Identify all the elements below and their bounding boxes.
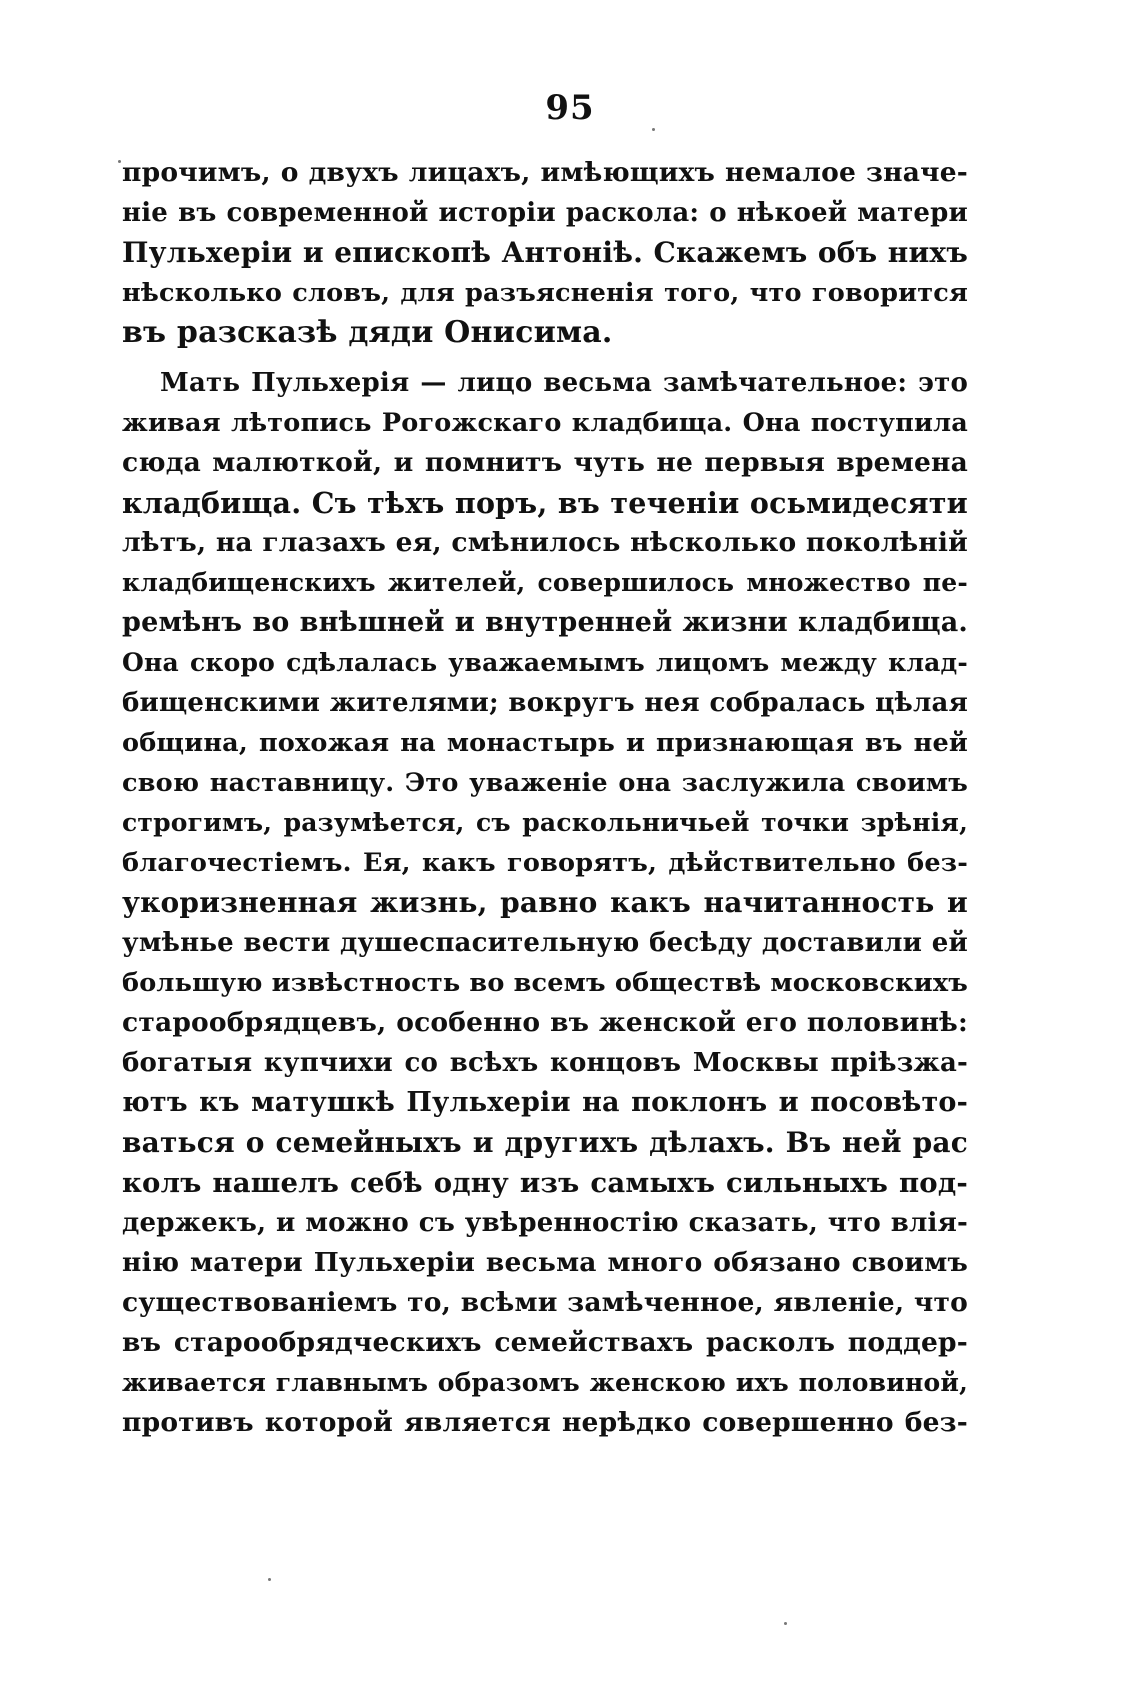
paragraph xyxy=(122,363,968,1443)
text-line: противъ которой является нерѣдко совершенно без- xyxy=(122,1407,968,1438)
scan-speck xyxy=(118,160,121,163)
text-line: бищенскими жителями; вокругъ нея собралась цѣлая xyxy=(122,688,968,718)
text-line: прочимъ, о двухъ лицахъ, имѣющихъ немалое значе- xyxy=(122,157,968,188)
scan-speck xyxy=(784,1622,787,1625)
text-line: ремѣнъ во внѣшней и внутренней жизни кладбища. xyxy=(122,607,968,638)
text-line: ваться о семейныхъ и другихъ дѣлахъ. Въ ней рас xyxy=(122,1126,968,1159)
scan-speck xyxy=(268,1578,271,1581)
page-number: 95 xyxy=(545,88,595,128)
text-line: Пульхеріи и епископѣ Антоніѣ. Скажемъ объ нихъ xyxy=(122,236,968,269)
text-line: старообрядцевъ, особенно въ женской его половинѣ: xyxy=(122,1007,968,1038)
text-line: сюда малюткой, и помнитъ чуть не первыя времена xyxy=(122,447,968,478)
text-line: укоризненная жизнь, равно какъ начитанность и xyxy=(122,886,968,919)
text-line: благочестіемъ. Ея, какъ говорятъ, дѣйствительно без- xyxy=(122,848,968,878)
text-line: строгимъ, разумѣется, съ раскольничьей точки зрѣнія, xyxy=(122,808,968,837)
text-line: въ старообрядческихъ семействахъ расколъ поддер- xyxy=(122,1327,968,1358)
text-line: нію матери Пульхеріи весьма много обязано своимъ xyxy=(122,1247,968,1278)
text-line: Она скоро сдѣлалась уважаемымъ лицомъ между клад- xyxy=(122,648,968,677)
scan-speck xyxy=(652,128,655,131)
text-line: кладбищенскихъ жителей, совершилось множество пе- xyxy=(122,568,968,597)
text-line: кладбища. Съ тѣхъ поръ, въ теченіи осьмидесяти xyxy=(122,486,968,520)
text-line: большую извѣстность во всемъ обществѣ московскихъ xyxy=(122,968,968,998)
text-line: нѣсколько словъ, для разъясненія того, что говорится xyxy=(122,278,968,308)
text-line: свою наставницу. Это уваженіе она заслужила своимъ xyxy=(122,768,968,798)
text-line: умѣнье вести душеспасительную бесѣду доставили ей xyxy=(122,928,968,958)
text-line: Мать Пульхерія — лицо весьма замѣчательное: это xyxy=(160,368,968,398)
text-line: держекъ, и можно съ увѣренностію сказать, что влія- xyxy=(122,1208,968,1238)
text-line: живая лѣтопись Рогожскаго кладбища. Она поступила xyxy=(122,408,968,438)
body-text xyxy=(122,153,968,1443)
text-line: колъ нашелъ себѣ одну изъ самыхъ сильныхъ под- xyxy=(122,1167,968,1199)
text-line: живается главнымъ образомъ женскою ихъ половиной, xyxy=(122,1368,968,1397)
text-line: богатыя купчихи со всѣхъ концовъ Москвы пріѣзжа- xyxy=(122,1048,968,1078)
text-line: существованіемъ то, всѣми замѣченное, явленіе, что xyxy=(122,1287,968,1318)
text-line: въ разсказѣ дяди Онисима. xyxy=(122,315,613,350)
text-line: ніе въ современной исторіи раскола: о нѣкоей матери xyxy=(122,198,968,228)
text-line: община, похожая на монастырь и признающая въ ней xyxy=(122,728,968,758)
text-line: лѣтъ, на глазахъ ея, смѣнилось нѣсколько поколѣній xyxy=(122,527,968,558)
text-line: ютъ къ матушкѣ Пульхеріи на поклонъ и посовѣто- xyxy=(122,1087,968,1118)
paragraph xyxy=(122,153,968,353)
